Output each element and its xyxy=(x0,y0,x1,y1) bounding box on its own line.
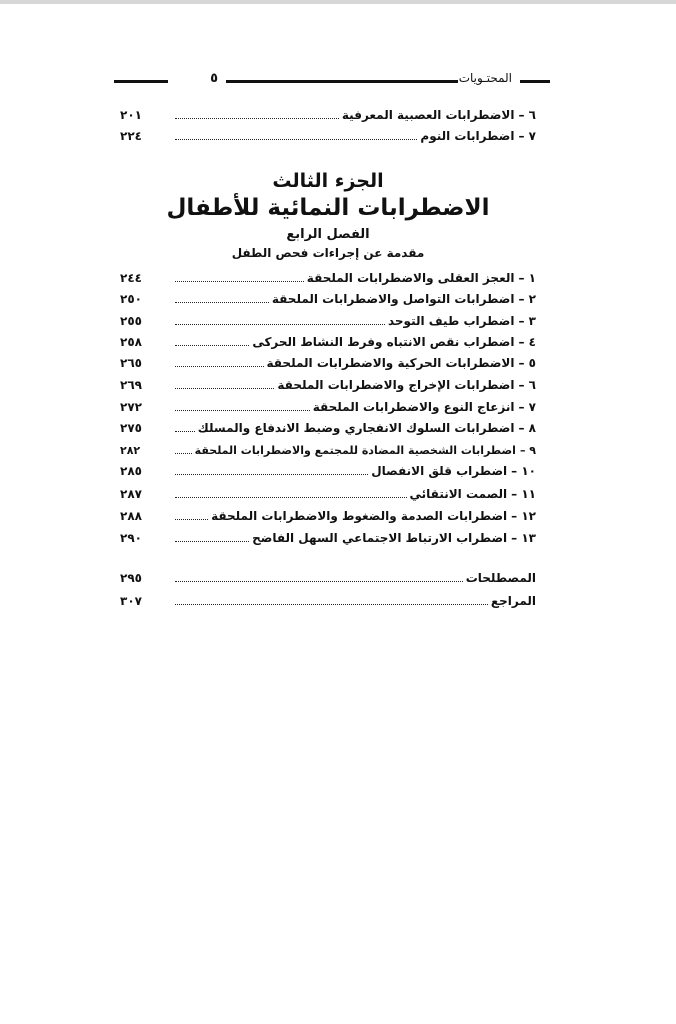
toc-entry[interactable] xyxy=(120,106,536,127)
toc-entry-page: ٢٧٥ xyxy=(120,421,142,435)
toc-entry-number: ١٢ – xyxy=(511,509,536,523)
toc-entry[interactable] xyxy=(120,529,536,550)
toc-entry-number: ١١ – xyxy=(511,487,536,501)
toc-entry-label: اضطراب قلق الانفصال xyxy=(371,464,508,478)
dot-leader xyxy=(175,419,195,432)
toc-entry-number: ١ – xyxy=(518,271,536,285)
toc-entry-references[interactable] xyxy=(120,592,536,613)
dot-leader xyxy=(175,569,463,582)
toc-entry-page: ٢٦٥ xyxy=(120,356,142,370)
toc-entry-glossary[interactable] xyxy=(120,569,536,590)
toc-entry-number: ٥ – xyxy=(518,356,536,370)
toc-entry-page: ٣٠٧ xyxy=(120,594,142,608)
header-title: المحتـويات xyxy=(458,71,512,85)
toc-entry-number: ٦ – xyxy=(518,108,536,122)
toc-entry-label: الصمت الانتقائي xyxy=(409,487,508,501)
toc-entry-number: ٣ – xyxy=(518,314,536,328)
toc-entry-label: الاضطرابات العصبية المعرفية xyxy=(341,108,515,122)
toc-entry-page: ٢٧٢ xyxy=(120,400,142,414)
toc-entry[interactable] xyxy=(120,376,536,397)
toc-entry-label: الاضطرابات الحركية والاضطرابات الملحقة xyxy=(266,356,515,370)
toc-entry-page: ٢٠١ xyxy=(120,108,142,122)
toc-entry-label: اضطرابات الإخراج والاضطرابات الملحقة xyxy=(277,378,515,392)
toc-entry-page: ٢٩٥ xyxy=(120,571,142,585)
toc-entry[interactable] xyxy=(120,312,536,333)
toc-entry-label: اضطرابات التواصل والاضطرابات الملحقة xyxy=(271,292,515,306)
running-header xyxy=(114,70,550,92)
toc-entry[interactable] xyxy=(120,290,536,311)
dot-leader xyxy=(175,441,192,454)
toc-entry-page: ٢٥٨ xyxy=(120,335,142,349)
dot-leader xyxy=(175,398,310,411)
toc-entry[interactable] xyxy=(120,485,536,506)
toc-entry-label: اضطرابات الشخصية المضادة للمجتمع والاضطرابات الملحقة xyxy=(194,444,516,457)
dot-leader xyxy=(175,312,385,325)
toc-entry-page: ٢٨٥ xyxy=(120,464,142,478)
toc-entry[interactable] xyxy=(120,462,536,483)
toc-entry-number: ٧ – xyxy=(518,129,536,143)
header-page-number: ٥ xyxy=(210,71,218,86)
toc-entry-label: اضطرابات الصدمة والضغوط والاضطرابات الملحقة xyxy=(211,509,508,523)
toc-entry[interactable] xyxy=(120,354,536,375)
dot-leader xyxy=(175,485,407,498)
toc-entry-label: المصطلحات xyxy=(465,571,536,585)
toc-entry[interactable] xyxy=(120,269,536,290)
toc-entry-page: ٢٩٠ xyxy=(120,531,142,545)
dot-leader xyxy=(175,354,264,367)
toc-entry-number: ٤ – xyxy=(518,335,536,349)
chapter-title: الفصل الرابع xyxy=(286,227,370,242)
toc-entry[interactable] xyxy=(120,333,536,354)
dot-leader xyxy=(175,462,368,475)
toc-entry-label: اضطرابات النوم xyxy=(420,129,515,143)
chapter-subtitle: مقدمة عن إجراءات فحص الطفل xyxy=(231,246,425,260)
header-rule xyxy=(520,80,550,83)
book-title: الاضطرابات النمائية للأطفال xyxy=(166,195,490,221)
toc-entry-label: اضطراب طيف التوحد xyxy=(387,314,515,328)
dot-leader xyxy=(175,333,249,346)
toc-entry-page: ٢٨٨ xyxy=(120,509,142,523)
toc-entry-page: ٢٨٢ xyxy=(120,444,141,457)
toc-entry-page: ٢٨٧ xyxy=(120,487,142,501)
toc-entry-number: ٧ – xyxy=(518,400,536,414)
header-rule xyxy=(226,80,458,83)
dot-leader xyxy=(175,592,488,605)
toc-entry[interactable] xyxy=(120,419,536,440)
toc-entry-number: ٨ – xyxy=(518,421,536,435)
part-title: الجزء الثالث xyxy=(272,170,384,192)
toc-entry-page: ٢٢٤ xyxy=(120,129,142,143)
dot-leader xyxy=(175,290,269,303)
toc-entry-page: ٢٥٥ xyxy=(120,314,142,328)
dot-leader xyxy=(175,376,274,389)
toc-entry-page: ٢٥٠ xyxy=(120,292,142,306)
dot-leader xyxy=(175,507,208,520)
toc-entry-label: اضطراب نقص الانتباه وفرط النشاط الحركى xyxy=(252,335,515,349)
toc-entry-page: ٢٤٤ xyxy=(120,271,142,285)
toc-entry-label: انزعاج النوع والاضطرابات الملحقة xyxy=(312,400,515,414)
toc-entry-number: ١٣ – xyxy=(511,531,536,545)
toc-entry-number: ٩ – xyxy=(519,444,536,457)
dot-leader xyxy=(175,529,249,542)
toc-entry-label: العجز العقلى والاضطرابات الملحقة xyxy=(306,271,515,285)
toc-entry[interactable] xyxy=(120,127,536,148)
dot-leader xyxy=(175,106,339,119)
toc-entry-label: المراجع xyxy=(490,594,536,608)
toc-entry[interactable] xyxy=(120,398,536,419)
dot-leader xyxy=(175,269,304,282)
toc-entry-number: ٦ – xyxy=(518,378,536,392)
page-top-border xyxy=(0,0,676,4)
toc-entry[interactable] xyxy=(120,507,536,528)
toc-entry[interactable] xyxy=(120,441,536,462)
toc-entry-number: ١٠ – xyxy=(511,464,536,478)
header-rule xyxy=(114,80,168,83)
toc-entry-label: اضطرابات السلوك الانفجاري وضبط الاندفاع والمسلك xyxy=(197,421,515,435)
dot-leader xyxy=(175,127,417,140)
toc-entry-label: اضطراب الارتباط الاجتماعي السهل الفاضح xyxy=(252,531,508,545)
toc-entry-page: ٢٦٩ xyxy=(120,378,142,392)
toc-entry-number: ٢ – xyxy=(518,292,536,306)
